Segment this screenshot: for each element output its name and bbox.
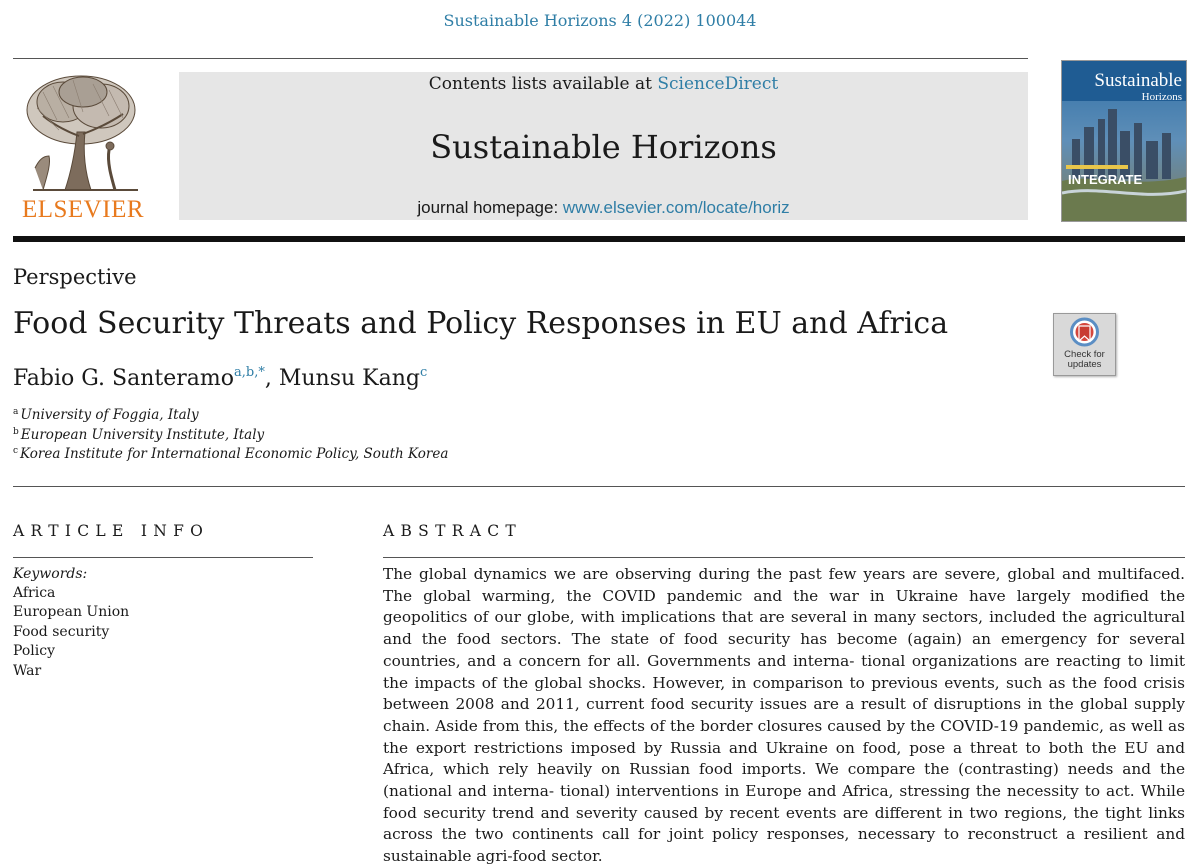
affiliation [13,427,264,443]
header-thick-rule [13,236,1185,242]
keyword: Africa [13,585,56,601]
affiliation-text: European University Institute, Italy [20,427,265,443]
author-affiliation-marks[interactable]: c [419,365,428,380]
author-name[interactable]: Fabio G. Santeramo [13,366,234,391]
keyword-list [13,584,129,681]
affiliation-text: Korea Institute for International Economic Policy, South Korea [20,446,449,462]
cover-subtitle: Horizons [1141,91,1182,103]
keyword: Policy [13,643,55,660]
keyword: European Union [13,604,130,621]
check-updates-icon [1054,314,1115,350]
journal-title: Sustainable Horizons [430,128,777,166]
article-info-rule [13,557,313,558]
contents-line [179,74,1028,94]
cover-headline: INTEGRATE [1068,172,1143,187]
author-affiliation-marks[interactable]: a,b,* [233,365,265,380]
affiliation [13,446,448,462]
check-updates-label: Check for updates [1064,349,1105,370]
journal-cover[interactable] [1061,60,1187,222]
abstract-heading: ABSTRACT [383,522,523,540]
affiliation-mark: c [13,446,19,456]
article-info-heading: ARTICLE INFO [13,522,210,540]
check-for-updates-button[interactable] [1053,313,1116,376]
article-type: Perspective [13,265,137,289]
cover-title: Sustainable [1094,70,1182,91]
article-title: Food Security Threats and Policy Responses in EU and Africa [13,306,949,341]
author-name[interactable]: Munsu Kang [278,366,420,391]
homepage-prefix: journal homepage: [417,198,563,217]
author-separator: , [264,366,279,391]
affiliation [13,407,199,423]
tree-engraving-icon [13,72,153,197]
affiliation-mark: a [13,407,19,417]
keyword: War [13,662,42,679]
section-rule [13,486,1185,487]
contents-prefix: Contents lists available at [428,74,658,94]
sciencedirect-link[interactable]: ScienceDirect [657,74,779,94]
keyword: Food security [13,623,110,640]
affiliation-mark: b [13,427,19,437]
homepage-link[interactable]: www.elsevier.com/locate/horiz [562,198,790,217]
abstract-rule [383,557,1185,558]
abstract-body: The global dynamics we are observing during the past few years are severe, global and multifaced. The global warming, the COVID pandemic and the war in Ukraine have largely modified the geopolitics of our globe, with implications that are several in many sectors, included the agricultural and the food sectors. The state of food security has become (again) an emergency for several countries, and a concern for all. Governments and interna- tional organizations are reacting to limit the impacts of the global shocks. However, in comparison to previous events, such as the food crisis between 2008 and 2011, current food security issues are a result of disruptions in the global supply chain. Aside from this, the effects of the border closures caused by the COVID-19 pandemic, as well as the export restrictions imposed by Russia and Ukraine on food, pose a threat to both the EU and Africa, which rely heavily on Russian food imports. We compare the (contrasting) needs and the (national and interna- tional) interventions in Europe and Africa, stressing the necessity to act. While food security trend and severity caused by recent events are different in two regions, the tight links across the two continents call for joint policy responses, necessary to reconstruct a resilient and sustainable agri-food sector. [383,565,1185,866]
header-rule [13,58,1028,59]
keywords-label: Keywords: [13,566,88,582]
homepage-line [179,198,1028,218]
author-list [13,365,427,391]
journal-citation[interactable]: Sustainable Horizons 4 (2022) 100044 [443,11,757,30]
affiliation-text: University of Foggia, Italy [20,407,199,423]
elsevier-wordmark: ELSEVIER [21,196,145,223]
